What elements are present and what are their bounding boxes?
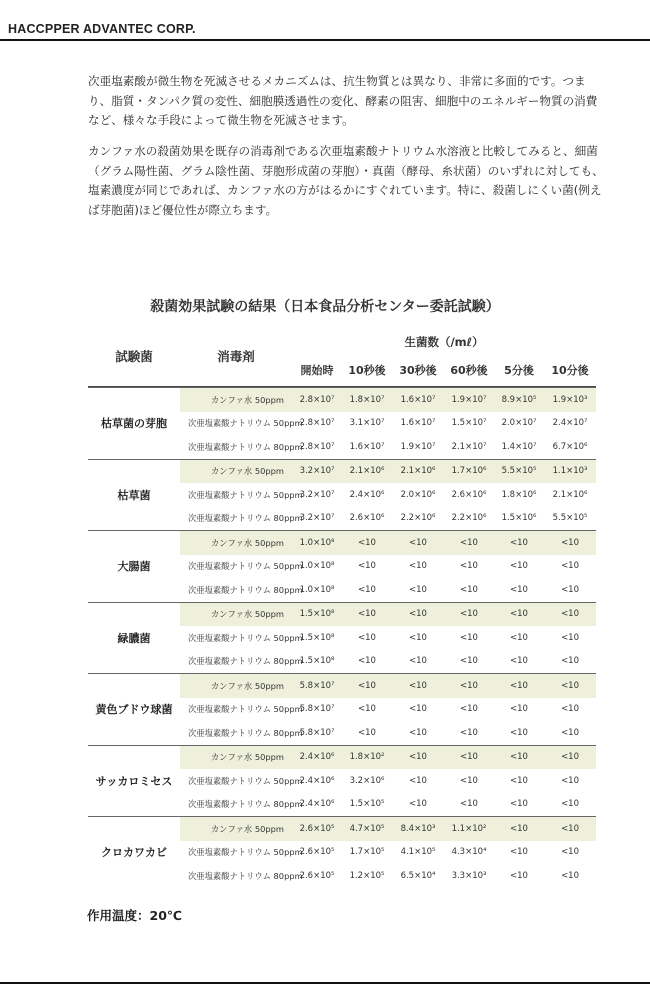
header-disinfectant: 消毒剤	[217, 349, 255, 364]
count-cell: <10	[494, 531, 544, 555]
count-cell: <10	[358, 704, 376, 715]
count-cell: <10	[460, 561, 478, 572]
count-cell: 2.2×10⁶	[451, 513, 487, 524]
count-cell: <10	[494, 602, 544, 626]
count-cell: <10	[561, 704, 580, 715]
count-cell: 1.2×10⁵	[349, 870, 385, 881]
count-cell: 2.4×10⁶	[349, 489, 385, 500]
organism-name: 黄色ブドウ球菌	[88, 674, 180, 746]
count-cell: 1.9×10³	[544, 388, 596, 412]
header-time-10m: 10分後	[551, 364, 589, 377]
count-cell: 2.4×10⁷	[552, 418, 588, 429]
count-cell: 2.4×10⁶	[299, 775, 335, 786]
header-organism: 試験菌	[115, 349, 153, 364]
count-cell: <10	[544, 817, 596, 841]
count-cell: 2.6×10⁵	[299, 847, 335, 858]
count-cell: <10	[494, 745, 544, 769]
count-cell: <10	[561, 799, 580, 810]
count-cell: 1.1×10³	[544, 459, 596, 483]
count-cell: 2.6×10⁵	[299, 870, 335, 881]
count-cell: 4.3×10⁴	[451, 847, 487, 858]
count-cell: 5.8×10⁷	[292, 674, 342, 698]
company-name: HACCPPER ADVANTEC CORP.	[8, 22, 196, 36]
count-cell: <10	[409, 775, 427, 786]
temperature-note: 作用温度：20℃	[87, 908, 183, 923]
count-cell: <10	[494, 674, 544, 698]
count-cell: <10	[358, 656, 376, 667]
disinfectant-name: カンファ水 50ppm	[180, 674, 292, 698]
table-title: 殺菌効果試験の結果（日本食品分析センター委託試験）	[150, 299, 500, 315]
count-cell: <10	[494, 817, 544, 841]
header-time-10s: 10秒後	[348, 364, 386, 377]
count-cell: 1.8×10²	[342, 745, 392, 769]
count-cell: <10	[510, 775, 528, 786]
count-cell: <10	[392, 674, 444, 698]
count-cell: 1.7×10⁶	[444, 459, 494, 483]
count-cell: 5.8×10⁷	[299, 727, 335, 738]
count-cell: 1.5×10⁸	[292, 602, 342, 626]
count-cell: 5.8×10⁷	[299, 704, 335, 715]
disinfectant-name: カンファ水 50ppm	[180, 745, 292, 769]
results-table	[88, 326, 596, 888]
count-cell: 3.1×10⁷	[349, 418, 385, 429]
count-cell: <10	[460, 656, 478, 667]
count-cell: 1.8×10⁷	[342, 388, 392, 412]
count-cell: 6.5×10⁴	[400, 870, 436, 881]
count-cell: 1.5×10⁵	[349, 799, 385, 810]
count-cell: 1.9×10⁷	[400, 441, 436, 452]
disinfectant-name: 次亜塩素酸ナトリウム 50ppm	[188, 418, 303, 429]
header-time-5m: 5分後	[504, 364, 534, 377]
count-cell: 1.6×10⁷	[400, 418, 436, 429]
count-cell: 2.6×10⁶	[349, 513, 385, 524]
count-cell: <10	[561, 775, 580, 786]
disinfectant-name: カンファ水 50ppm	[180, 817, 292, 841]
count-cell: 2.6×10⁶	[451, 489, 487, 500]
count-cell: 1.8×10⁶	[501, 489, 537, 500]
count-cell: 2.1×10⁶	[552, 489, 588, 500]
count-cell: 4.7×10⁵	[342, 817, 392, 841]
count-cell: <10	[409, 656, 427, 667]
table-row	[88, 531, 596, 555]
count-cell: 5.5×10⁵	[552, 513, 588, 524]
count-cell: 1.4×10⁷	[501, 441, 537, 452]
count-cell: <10	[544, 745, 596, 769]
count-cell: <10	[444, 745, 494, 769]
count-cell: <10	[561, 847, 580, 858]
count-cell: <10	[510, 704, 528, 715]
header-time-start: 開始時	[300, 364, 334, 377]
intro-paragraph-1: 次亜塩素酸が微生物を死滅させるメカニズムは、抗生物質とは異なり、非常に多面的です。つまり、脂質・タンパク質の変性、細胞膜透過性の変化、酵素の阻害、細胞中のエネルギー物質の消費など、様々な手段によって微生物を死滅させます。	[88, 74, 598, 127]
count-cell: <10	[510, 870, 528, 881]
results-table-wrapper	[88, 326, 596, 888]
count-cell: 2.6×10⁵	[292, 817, 342, 841]
disinfectant-name: 次亜塩素酸ナトリウム 50ppm	[188, 775, 303, 786]
count-cell: <10	[409, 727, 427, 738]
count-cell: 3.2×10⁷	[299, 513, 335, 524]
disinfectant-name: 次亜塩素酸ナトリウム 80ppm	[188, 513, 303, 524]
table-row	[88, 817, 596, 841]
intro-paragraph-2: カンファ水の殺菌効果を既存の消毒剤である次亜塩素酸ナトリウム水溶液と比較してみると、細菌（グラム陽性菌、グラム陰性菌、芽胞形成菌の芽胞）・真菌（酵母、糸状菌）のいずれに対しても、塩素濃度が同じであれば、カンファ水の方がはるかにすぐれています。特に、殺菌しにくい菌(例えば芽胞菌)ほど優位性が際立ちます。	[88, 144, 604, 217]
count-cell: <10	[409, 632, 427, 643]
organism-name: 枯草菌	[88, 459, 180, 531]
organism-name: クロカワカビ	[88, 817, 180, 888]
count-cell: 8.4×10³	[392, 817, 444, 841]
header-time-30s: 30秒後	[399, 364, 437, 377]
count-cell: 2.1×10⁶	[392, 459, 444, 483]
count-cell: 2.8×10⁷	[299, 441, 335, 452]
table-row	[88, 745, 596, 769]
organism-name: 枯草菌の芽胞	[88, 388, 180, 460]
count-cell: 1.6×10⁷	[349, 441, 385, 452]
count-cell: <10	[460, 584, 478, 595]
disinfectant-name: 次亜塩素酸ナトリウム 80ppm	[188, 799, 303, 810]
count-cell: <10	[561, 870, 580, 881]
count-cell: 3.2×10⁶	[349, 775, 385, 786]
count-cell: 1.9×10⁷	[444, 388, 494, 412]
count-cell: 2.4×10⁶	[299, 799, 335, 810]
count-cell: <10	[342, 674, 392, 698]
table-row	[88, 602, 596, 626]
count-cell: <10	[561, 561, 580, 572]
count-cell: <10	[510, 799, 528, 810]
disinfectant-name: 次亜塩素酸ナトリウム 80ppm	[188, 727, 303, 738]
count-cell: <10	[544, 531, 596, 555]
count-cell: <10	[392, 531, 444, 555]
count-cell: <10	[409, 561, 427, 572]
disinfectant-name: カンファ水 50ppm	[180, 459, 292, 483]
count-cell: <10	[460, 704, 478, 715]
count-cell: <10	[510, 584, 528, 595]
count-cell: <10	[510, 656, 528, 667]
count-cell: <10	[409, 704, 427, 715]
disinfectant-name: カンファ水 50ppm	[180, 531, 292, 555]
count-cell: 3.3×10³	[451, 870, 487, 881]
count-cell: 2.1×10⁶	[342, 459, 392, 483]
organism-name: サッカロミセス	[88, 745, 180, 817]
count-cell: 2.1×10⁷	[451, 441, 487, 452]
count-cell: 1.5×10⁷	[451, 418, 487, 429]
count-cell: 1.6×10⁷	[392, 388, 444, 412]
count-cell: 1.0×10⁸	[292, 531, 342, 555]
count-cell: 3.2×10⁷	[292, 459, 342, 483]
count-cell: <10	[510, 632, 528, 643]
count-cell: <10	[392, 602, 444, 626]
disinfectant-name: 次亜塩素酸ナトリウム 50ppm	[188, 489, 303, 500]
count-cell: 1.5×10⁶	[501, 513, 537, 524]
count-cell: 1.0×10⁸	[299, 584, 335, 595]
table-row	[88, 459, 596, 483]
count-cell: 8.9×10⁵	[494, 388, 544, 412]
count-cell: 2.0×10⁷	[501, 418, 537, 429]
count-cell: 3.2×10⁷	[299, 489, 335, 500]
count-cell: <10	[460, 727, 478, 738]
count-cell: <10	[342, 602, 392, 626]
disinfectant-name: カンファ水 50ppm	[180, 388, 292, 412]
count-cell: <10	[358, 632, 376, 643]
count-cell: <10	[358, 561, 376, 572]
disinfectant-name: 次亜塩素酸ナトリウム 80ppm	[188, 656, 303, 667]
count-cell: <10	[561, 632, 580, 643]
count-cell: <10	[544, 674, 596, 698]
disinfectant-name: 次亜塩素酸ナトリウム 50ppm	[188, 704, 303, 715]
disinfectant-name: 次亜塩素酸ナトリウム 50ppm	[188, 847, 303, 858]
table-body	[88, 388, 596, 888]
count-cell: <10	[342, 531, 392, 555]
organism-name: 大腸菌	[88, 531, 180, 603]
count-cell: <10	[444, 674, 494, 698]
table-row	[88, 674, 596, 698]
count-cell: <10	[544, 602, 596, 626]
count-cell: 5.5×10⁵	[494, 459, 544, 483]
count-cell: <10	[444, 602, 494, 626]
disinfectant-name: 次亜塩素酸ナトリウム 50ppm	[188, 561, 303, 572]
count-cell: 2.0×10⁶	[400, 489, 436, 500]
table-row	[88, 388, 596, 412]
footer-rule	[0, 982, 650, 984]
count-cell: <10	[460, 799, 478, 810]
count-cell: 1.5×10⁸	[299, 656, 335, 667]
disinfectant-name: 次亜塩素酸ナトリウム 80ppm	[188, 584, 303, 595]
count-cell: 4.1×10⁵	[400, 847, 436, 858]
header-viable-count: 生菌数（/mℓ）	[404, 335, 484, 349]
count-cell: <10	[561, 584, 580, 595]
disinfectant-name: カンファ水 50ppm	[180, 602, 292, 626]
count-cell: 2.4×10⁶	[292, 745, 342, 769]
organism-name: 緑膿菌	[88, 602, 180, 674]
count-cell: <10	[510, 561, 528, 572]
header-time-60s: 60秒後	[450, 364, 488, 377]
count-cell: <10	[444, 531, 494, 555]
disinfectant-name: 次亜塩素酸ナトリウム 80ppm	[188, 870, 303, 881]
count-cell: <10	[460, 632, 478, 643]
count-cell: 2.2×10⁶	[400, 513, 436, 524]
disinfectant-name: 次亜塩素酸ナトリウム 80ppm	[188, 441, 303, 452]
count-cell: <10	[392, 745, 444, 769]
count-cell: 1.5×10⁸	[299, 632, 335, 643]
count-cell: 1.1×10²	[444, 817, 494, 841]
count-cell: <10	[460, 775, 478, 786]
disinfectant-name: 次亜塩素酸ナトリウム 50ppm	[188, 632, 303, 643]
count-cell: <10	[561, 727, 580, 738]
count-cell: 6.7×10⁶	[552, 441, 588, 452]
count-cell: <10	[561, 656, 580, 667]
count-cell: <10	[409, 584, 427, 595]
header-rule	[0, 39, 650, 41]
count-cell: 2.8×10⁷	[292, 388, 342, 412]
count-cell: 1.7×10⁵	[349, 847, 385, 858]
count-cell: <10	[409, 799, 427, 810]
count-cell: <10	[358, 727, 376, 738]
count-cell: <10	[510, 727, 528, 738]
count-cell: <10	[510, 847, 528, 858]
count-cell: 1.0×10⁸	[299, 561, 335, 572]
count-cell: <10	[358, 584, 376, 595]
count-cell: 2.8×10⁷	[299, 418, 335, 429]
